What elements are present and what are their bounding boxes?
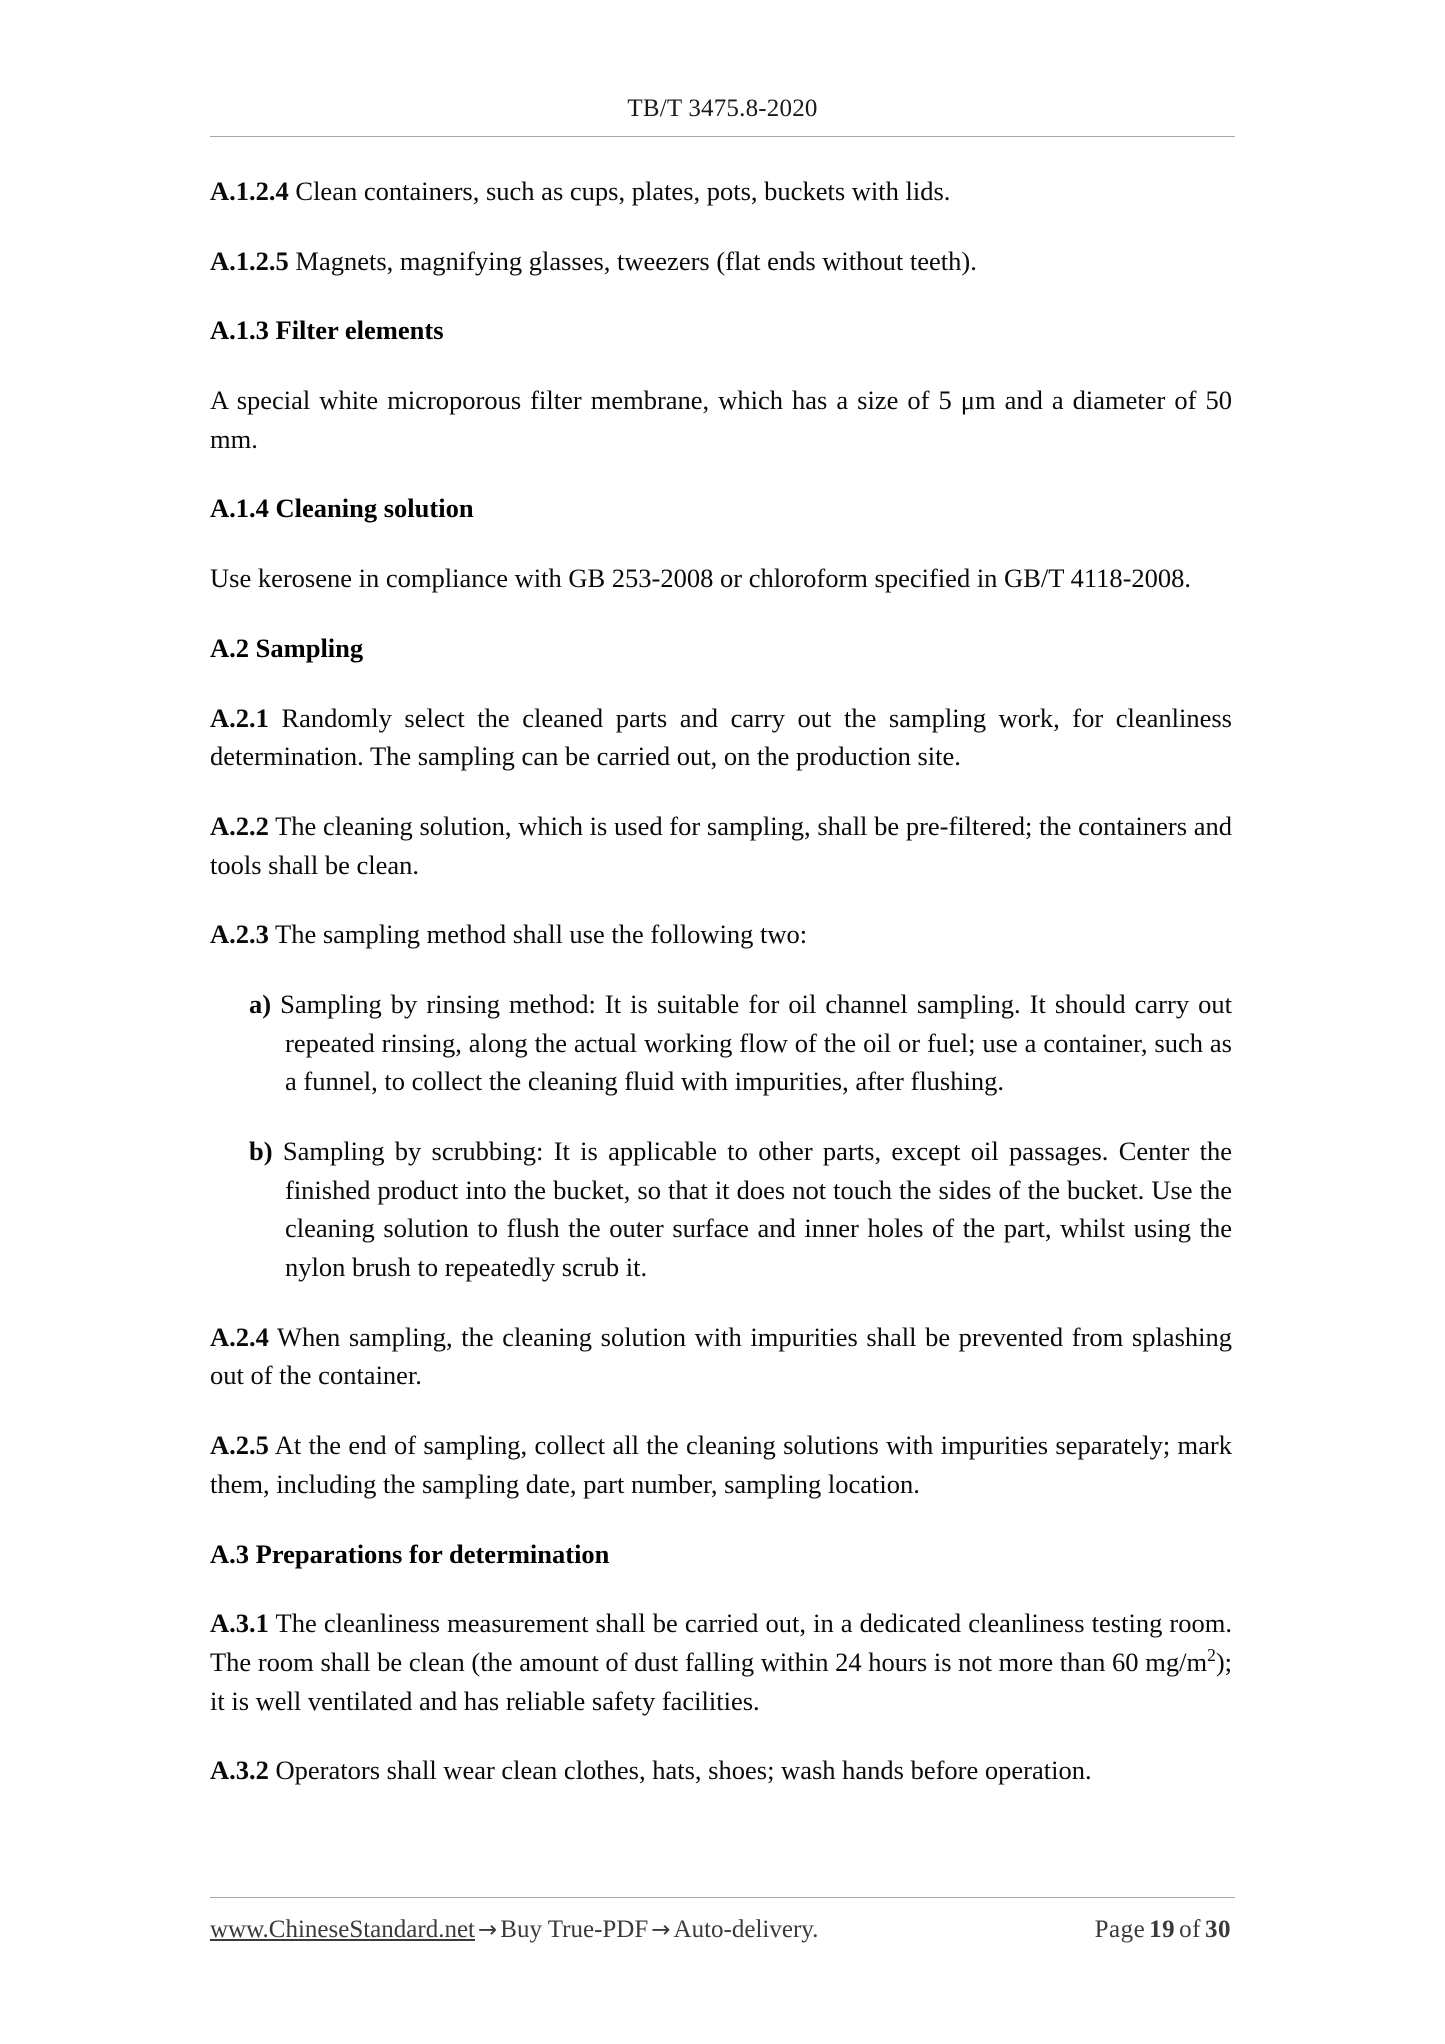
clause-text: The cleaning solution, which is used for sampling, shall be pre-filtered; the containers and tools shall be clean. [210,810,1232,880]
list-item-marker: a) [249,988,272,1019]
clause-number: A.3.1 [210,1608,269,1639]
clause-number: A.2.3 [210,919,269,950]
clause-number: A.3.2 [210,1755,269,1786]
list-item [210,985,1232,1101]
chinesestandard-link[interactable]: www.ChineseStandard.net [210,1916,475,1943]
clause-paragraph [210,242,1232,281]
clause-text: At the end of sampling, collect all the cleaning solutions with impurities separately; mark them, including the sampling date, part number, sampling location. [210,1430,1232,1499]
clause-text: Randomly select the cleaned parts and carry out the sampling work, for cleanliness determination. The sampling can be carried out, on the production site. [210,702,1232,772]
clause-paragraph [210,172,1232,211]
clause-paragraph [210,807,1232,884]
clause-number: A.2.5 [210,1430,269,1461]
clause-text: Use kerosene in compliance with GB 253-2008 or chloroform specified in GB/T 4118-2008. [210,563,1192,594]
header-divider [210,136,1235,137]
footer-divider [210,1897,1235,1898]
page-total: 30 [1205,1916,1231,1943]
list-item [210,1132,1232,1287]
clause-number: A.1.2.4 [210,176,289,206]
body-paragraph [210,381,1232,458]
footer-promo-delivery: Auto-delivery. [673,1916,819,1943]
clause-number: A.2.2 [210,810,269,841]
clause-text: Magnets, magnifying glasses, tweezers (flat ends without teeth). [288,245,977,276]
page-indicator [1095,1916,1235,1944]
page-footer [210,1916,1235,1962]
section-heading: A.1.4 Cleaning solution [210,493,474,524]
page-header [210,95,1235,123]
list-item-text: Sampling by rinsing method: It is suitable for oil channel sampling. It should carry out repeated rinsing, along the actual working flow of the oil or fuel; use a container, such as a funnel, to collect the cleaning fluid with impurities, after flushing. [271,988,1232,1097]
document-body [210,172,1232,1821]
list-item-marker: b) [249,1136,273,1166]
body-paragraph [210,559,1232,598]
superscript-exponent: 2 [1207,1645,1216,1666]
standard-number: TB/T 3475.8-2020 [627,95,818,122]
clause-text: Operators shall wear clean clothes, hats, shoes; wash hands before operation. [268,1755,1092,1786]
clause-paragraph [210,915,1232,954]
clause-text: The cleanliness measurement shall be carried out, in a dedicated cleanliness testing room. The room shall be clean (the amount of dust falling within 24 hours is not more than 60 mg/m [210,1608,1232,1677]
clause-paragraph [210,1604,1232,1720]
clause-paragraph [210,1426,1232,1503]
page-number: 19 [1149,1916,1176,1943]
clause-text: A special white microporous filter membrane, which has a size of 5 μm and a diameter of 50 mm. [210,385,1232,454]
clause-paragraph [210,699,1232,776]
section-heading: A.1.3 Filter elements [210,315,444,346]
section-heading: A.3 Preparations for determination [210,1538,610,1569]
clause-text: The sampling method shall use the following two: [268,919,808,950]
footer-promo-buy: Buy True-PDF [500,1916,649,1943]
clause-number: A.2.4 [210,1321,269,1352]
clause-text: Clean containers, such as cups, plates, pots, buckets with lids. [288,176,951,206]
clause-paragraph [210,1751,1232,1790]
arrow-right-icon-2: → [651,1917,671,1943]
list-item-text: Sampling by scrubbing: It is applicable to other parts, except oil passages. Center the finished product into the bucket, so that it does not touch the sides of the bucket. Use the cleaning solution to flush the outer surface and inner holes of the part, whilst using the nylon brush to repeatedly scrub it. [272,1136,1232,1283]
footer-promo [210,1916,818,1944]
page-label: Page [1094,1916,1146,1943]
clause-number: A.1.2.5 [210,245,289,276]
clause-text: When sampling, the cleaning solution with impurities shall be prevented from splashing out of the container. [210,1321,1232,1391]
page-of-label: of [1179,1916,1201,1943]
section-heading: A.2 Sampling [210,632,364,663]
clause-text-continued: ); it is well ventilated and has reliable safety facilities. [210,1646,1232,1716]
clause-number: A.2.1 [210,702,269,733]
clause-paragraph [210,1318,1232,1395]
arrow-right-icon: → [478,1917,498,1943]
